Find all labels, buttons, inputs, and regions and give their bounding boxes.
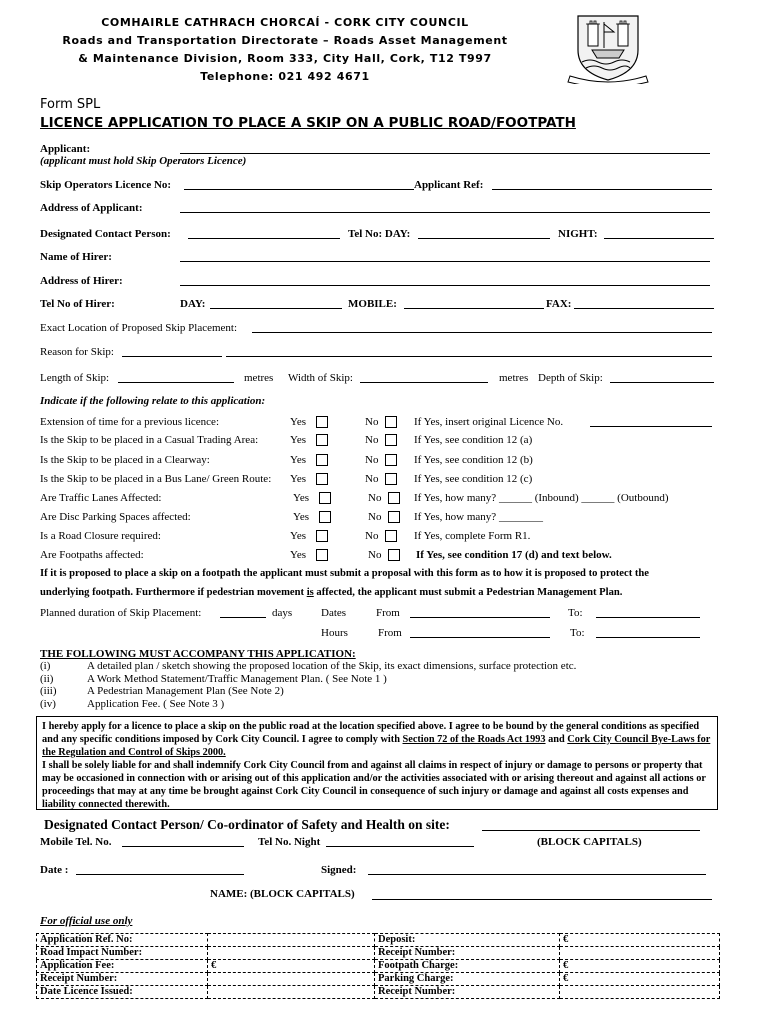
office-left-value[interactable] bbox=[208, 986, 375, 999]
accompany-heading: THE FOLLOWING MUST ACCOMPANY THIS APPLICATION: bbox=[40, 648, 356, 660]
block-capitals-note: (BLOCK CAPITALS) bbox=[537, 836, 642, 848]
office-left-value[interactable] bbox=[208, 934, 375, 947]
reason-field-2[interactable] bbox=[226, 356, 712, 357]
official-row bbox=[37, 986, 720, 999]
duration-days-field[interactable] bbox=[220, 617, 266, 618]
applicant-ref-field[interactable] bbox=[492, 189, 712, 190]
dates-label: Dates bbox=[321, 607, 347, 619]
hours-to-label: To: bbox=[570, 627, 585, 639]
office-right-label: Footpath Charge: bbox=[375, 960, 560, 973]
office-right-label: Parking Charge: bbox=[375, 973, 560, 986]
cork-city-coat-of-arms-icon bbox=[566, 10, 650, 84]
contact-person-field[interactable] bbox=[188, 238, 340, 239]
no-checkbox[interactable] bbox=[388, 492, 400, 504]
width-field[interactable] bbox=[360, 382, 488, 383]
yes-checkbox[interactable] bbox=[316, 530, 328, 542]
office-right-label: Receipt Number: bbox=[375, 986, 560, 999]
tel-hirer-label: Tel No of Hirer: bbox=[40, 298, 115, 310]
accompany-item-num: (iii) bbox=[40, 685, 57, 697]
yes-label: Yes bbox=[290, 434, 307, 446]
office-left-label: Application Fee: bbox=[37, 960, 208, 973]
no-label: No bbox=[365, 454, 379, 466]
name-block-label: NAME: (BLOCK CAPITALS) bbox=[210, 888, 355, 900]
yes-label: Yes bbox=[290, 530, 307, 542]
coordinator-label: Designated Contact Person/ Co-ordinator of Safety and Health on site: bbox=[44, 817, 450, 832]
hours-label: Hours bbox=[321, 627, 348, 639]
accompany-item-num: (i) bbox=[40, 660, 51, 672]
yes-label: Yes bbox=[290, 473, 307, 485]
accompany-item-text: A Pedestrian Management Plan (See Note 2) bbox=[87, 685, 284, 697]
dates-from-field[interactable] bbox=[410, 617, 550, 618]
applicant-label: Applicant: bbox=[40, 143, 91, 155]
exact-location-field[interactable] bbox=[252, 332, 712, 333]
footpath-note-text: underlying footpath. Furthermore if pedestrian movement bbox=[40, 587, 307, 598]
office-left-label: Receipt Number: bbox=[37, 973, 208, 986]
yes-label: Yes bbox=[293, 492, 310, 504]
hours-from-label: From bbox=[378, 627, 402, 639]
accompany-item-text: A detailed plan / sketch showing the proposed location of the Skip, its exact dimensions, surface protection etc. bbox=[87, 660, 577, 672]
accompany-item-text: Application Fee. ( See Note 3 ) bbox=[87, 698, 225, 710]
official-row bbox=[37, 960, 720, 973]
hirer-mobile-field[interactable] bbox=[404, 308, 544, 309]
office-left-value[interactable]: € bbox=[208, 960, 375, 973]
declaration-text: I hereby apply for a licence to place a skip on the public road at the location specified above. I agree to be bound by the general conditions as specified and any specific conditions imposed by Cork City Council. I agree to comply with bbox=[42, 721, 700, 745]
declaration-paragraph-1 bbox=[42, 720, 712, 759]
licence-no-field[interactable] bbox=[590, 426, 712, 427]
no-label: No bbox=[368, 549, 382, 561]
question-label: Is a Road Closure required: bbox=[40, 530, 161, 542]
depth-label: Depth of Skip: bbox=[538, 372, 603, 384]
depth-field[interactable] bbox=[610, 382, 714, 383]
footpath-note-text: affected, the applicant must submit a Pedestrian Management Plan. bbox=[313, 587, 623, 598]
no-label: No bbox=[368, 511, 382, 523]
yes-label: Yes bbox=[290, 549, 307, 561]
question-note: If Yes, how many? ______ (Inbound) ______ (Outbound) bbox=[414, 492, 669, 504]
official-use-table bbox=[36, 933, 720, 999]
roads-act-reference: Section 72 of the Roads Act 1993 bbox=[402, 734, 546, 745]
official-use-heading: For official use only bbox=[40, 915, 133, 927]
exact-location-label: Exact Location of Proposed Skip Placement: bbox=[40, 322, 238, 334]
question-note: If Yes, see condition 12 (c) bbox=[414, 473, 533, 485]
no-checkbox[interactable] bbox=[385, 434, 397, 446]
question-note: If Yes, see condition 17 (d) and text below. bbox=[416, 549, 612, 561]
no-checkbox[interactable] bbox=[385, 454, 397, 466]
days-label: days bbox=[272, 607, 293, 619]
yes-checkbox[interactable] bbox=[316, 434, 328, 446]
hirer-mobile-label: MOBILE: bbox=[348, 298, 397, 310]
official-row bbox=[37, 947, 720, 960]
reason-field-1[interactable] bbox=[122, 356, 222, 357]
footpath-note-emphasis: is bbox=[306, 587, 314, 598]
directorate: Roads and Transportation Directorate – Roads Asset Management bbox=[62, 34, 508, 47]
council-name: COMHAIRLE CATHRACH CHORCAÍ - CORK CITY COUNCIL bbox=[101, 16, 469, 29]
skip-licence-label: Skip Operators Licence No: bbox=[40, 179, 172, 191]
yes-checkbox[interactable] bbox=[316, 473, 328, 485]
office-right-label: Receipt Number: bbox=[375, 947, 560, 960]
hirer-fax-label: FAX: bbox=[546, 298, 572, 310]
footpath-note-line2 bbox=[40, 587, 622, 598]
dates-from-label: From bbox=[376, 607, 400, 619]
declaration-text: and bbox=[545, 734, 568, 745]
office-left-value[interactable] bbox=[208, 973, 375, 986]
no-label: No bbox=[365, 434, 379, 446]
no-checkbox[interactable] bbox=[385, 416, 397, 428]
no-checkbox[interactable] bbox=[385, 473, 397, 485]
question-label: Is the Skip to be placed in a Casual Trading Area: bbox=[40, 434, 259, 446]
question-note: If Yes, how many? ________ bbox=[414, 511, 543, 523]
yes-label: Yes bbox=[290, 454, 307, 466]
no-checkbox[interactable] bbox=[385, 530, 397, 542]
length-field[interactable] bbox=[118, 382, 234, 383]
office-right-value[interactable]: € bbox=[560, 973, 720, 986]
address-applicant-field[interactable] bbox=[180, 212, 710, 213]
address-hirer-label: Address of Hirer: bbox=[40, 275, 123, 287]
coordinator-field[interactable] bbox=[482, 830, 700, 831]
applicant-field[interactable] bbox=[180, 153, 710, 154]
declaration-box bbox=[36, 716, 718, 810]
name-block-field[interactable] bbox=[372, 899, 712, 900]
name-hirer-label: Name of Hirer: bbox=[40, 251, 112, 263]
hours-to-field[interactable] bbox=[596, 637, 700, 638]
accompany-item-num: (ii) bbox=[40, 673, 54, 685]
office-left-label: Date Licence Issued: bbox=[37, 986, 208, 999]
question-label: Is the Skip to be placed in a Clearway: bbox=[40, 454, 210, 466]
length-unit: metres bbox=[244, 372, 274, 384]
yes-checkbox[interactable] bbox=[316, 416, 328, 428]
width-unit: metres bbox=[499, 372, 529, 384]
yes-checkbox[interactable] bbox=[316, 454, 328, 466]
dates-to-field[interactable] bbox=[596, 617, 700, 618]
hirer-fax-field[interactable] bbox=[574, 308, 714, 309]
mobile-tel-label: Mobile Tel. No. bbox=[40, 836, 112, 848]
office-left-value[interactable] bbox=[208, 947, 375, 960]
form-title: LICENCE APPLICATION TO PLACE A SKIP ON A PUBLIC ROAD/FOOTPATH bbox=[40, 115, 576, 131]
office-right-value[interactable]: € bbox=[560, 934, 720, 947]
declaration-paragraph-2: I shall be solely liable for and shall indemnify Cork City Council from and against all claims in respect of injury or damage to persons or property that may be occasioned in connection with or arising out of this application and/or the activities associated with or arising thereout and against all actions or proceedings that may at any time be brought against Cork City Council in consequence of such injury or damage and against all costs expenses and liability connected therewith. bbox=[42, 760, 706, 810]
office-right-value[interactable] bbox=[560, 986, 720, 999]
date-field[interactable] bbox=[76, 874, 244, 875]
applicant-ref-label: Applicant Ref: bbox=[414, 179, 484, 191]
question-label: Extension of time for a previous licence: bbox=[40, 416, 219, 428]
no-checkbox[interactable] bbox=[388, 511, 400, 523]
form-code: Form SPL bbox=[40, 97, 101, 112]
signature-field[interactable] bbox=[368, 874, 706, 875]
question-note: If Yes, insert original Licence No. bbox=[414, 416, 564, 428]
office-right-label: Deposit: bbox=[375, 934, 560, 947]
yes-label: Yes bbox=[293, 511, 310, 523]
footpath-note-line1: If it is proposed to place a skip on a footpath the applicant must submit a proposal with this form as to how it is proposed to protect the bbox=[40, 568, 650, 579]
official-row bbox=[37, 934, 720, 947]
division-address: & Maintenance Division, Room 333, City Hall, Cork, T12 T997 bbox=[78, 52, 492, 65]
yes-label: Yes bbox=[290, 416, 307, 428]
indicate-heading: Indicate if the following relate to this application: bbox=[40, 395, 266, 407]
tel-night-field[interactable] bbox=[326, 846, 474, 847]
signed-label: Signed: bbox=[321, 864, 357, 876]
question-label: Are Traffic Lanes Affected: bbox=[40, 492, 162, 504]
question-note: If Yes, see condition 12 (b) bbox=[414, 454, 533, 466]
accompany-item-text: A Work Method Statement/Traffic Management Plan. ( See Note 1 ) bbox=[87, 673, 387, 685]
question-label: Are Disc Parking Spaces affected: bbox=[40, 511, 191, 523]
length-label: Length of Skip: bbox=[40, 372, 110, 384]
office-left-label: Application Ref. No: bbox=[37, 934, 208, 947]
no-label: No bbox=[365, 416, 379, 428]
skip-licence-field[interactable] bbox=[184, 189, 414, 190]
name-hirer-field[interactable] bbox=[180, 261, 710, 262]
question-note: If Yes, complete Form R1. bbox=[414, 530, 531, 542]
tel-day-label: Tel No: DAY: bbox=[348, 228, 411, 240]
no-checkbox[interactable] bbox=[388, 549, 400, 561]
no-label: No bbox=[365, 530, 379, 542]
date-label: Date : bbox=[40, 864, 69, 876]
accompany-item-num: (iv) bbox=[40, 698, 56, 710]
hirer-day-field[interactable] bbox=[210, 308, 342, 309]
office-right-value[interactable]: € bbox=[560, 960, 720, 973]
width-label: Width of Skip: bbox=[288, 372, 353, 384]
mobile-tel-field[interactable] bbox=[122, 846, 244, 847]
dates-to-label: To: bbox=[568, 607, 583, 619]
night-label: NIGHT: bbox=[558, 228, 598, 240]
office-right-value[interactable] bbox=[560, 947, 720, 960]
contact-person-label: Designated Contact Person: bbox=[40, 228, 171, 240]
address-hirer-field[interactable] bbox=[180, 285, 710, 286]
yes-checkbox[interactable] bbox=[319, 511, 331, 523]
office-left-label: Road Impact Number: bbox=[37, 947, 208, 960]
hirer-day-label: DAY: bbox=[180, 298, 206, 310]
question-label: Is the Skip to be placed in a Bus Lane/ Green Route: bbox=[40, 473, 272, 485]
yes-checkbox[interactable] bbox=[319, 492, 331, 504]
planned-duration-label: Planned duration of Skip Placement: bbox=[40, 607, 202, 619]
applicant-note: (applicant must hold Skip Operators Licence) bbox=[40, 155, 247, 167]
yes-checkbox[interactable] bbox=[316, 549, 328, 561]
question-label: Are Footpaths affected: bbox=[40, 549, 144, 561]
question-note: If Yes, see condition 12 (a) bbox=[414, 434, 533, 446]
tel-night-label: Tel No. Night bbox=[258, 836, 321, 848]
reason-label: Reason for Skip: bbox=[40, 346, 114, 358]
hours-from-field[interactable] bbox=[410, 637, 550, 638]
no-label: No bbox=[365, 473, 379, 485]
no-label: No bbox=[368, 492, 382, 504]
official-row bbox=[37, 973, 720, 986]
telephone: Telephone: 021 492 4671 bbox=[200, 70, 370, 83]
bye-laws-reference: Cork City Council Bye-Laws for the Regulation and Control of Skips 2000. bbox=[42, 734, 711, 758]
address-applicant-label: Address of Applicant: bbox=[40, 202, 143, 214]
tel-day-field[interactable] bbox=[418, 238, 550, 239]
night-field[interactable] bbox=[604, 238, 714, 239]
